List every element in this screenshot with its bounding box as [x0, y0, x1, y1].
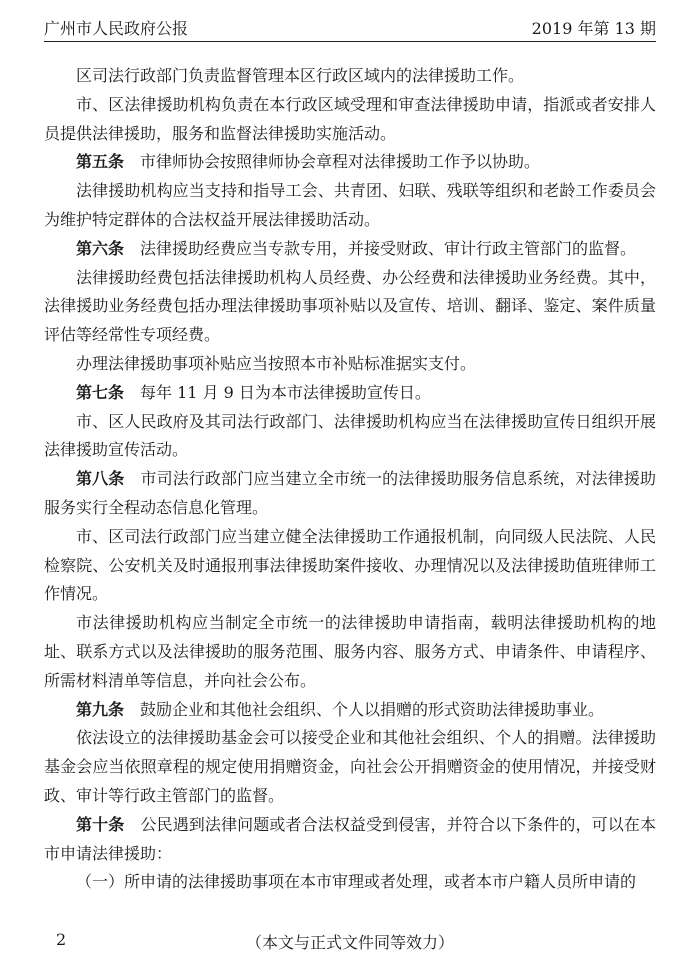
paragraph: [44, 523, 656, 609]
document-body: [44, 62, 656, 897]
paragraph: [44, 264, 656, 350]
paragraph-text: 每年 11 月 9 日为本市法律援助宣传日。: [140, 382, 431, 402]
publication-title: 广州市人民政府公报: [44, 18, 189, 38]
paragraph-text: 法律援助机构应当支持和指导工会、共青团、妇联、残联等组织和老龄工作委员会为维护特定群体的合法权益开展法律援助活动。: [44, 181, 656, 229]
paragraph-article-6: [44, 235, 656, 264]
paragraph-text: 依法设立的法律援助基金会可以接受企业和其他社会组织、个人的捐赠。法律援助基金会应当依照章程的规定使用捐赠资金，向社会公开捐赠资金的使用情况，并接受财政、审计等行政主管部门的监督。: [44, 728, 656, 805]
article-number: 第八条: [76, 469, 125, 489]
article-number: 第七条: [76, 382, 125, 402]
paragraph: [44, 724, 656, 810]
paragraph: [44, 868, 656, 897]
paragraph-text: 公民遇到法律问题或者合法权益受到侵害，并符合以下条件的，可以在本市申请法律援助：: [44, 814, 656, 863]
paragraph-text: 市、区人民政府及其司法行政部门、法律援助机构应当在法律援助宣传日组织开展法律援助宣传活动。: [44, 411, 656, 460]
paragraph: [44, 177, 656, 235]
paragraph: [44, 350, 656, 379]
article-number: 第六条: [76, 238, 125, 258]
paragraph-text: 市、区法律援助机构负责在本行政区域受理和审查法律援助申请，指派或者安排人员提供法律援助，服务和监督法律援助实施活动。: [44, 94, 656, 143]
paragraph-text: 办理法律援助事项补贴应当按照本市补贴标准据实支付。: [76, 353, 477, 373]
validity-note: （本文与正式文件同等效力）: [245, 933, 454, 952]
paragraph-article-8: [44, 465, 656, 523]
paragraph: [44, 62, 656, 91]
paragraph-article-10: [44, 811, 656, 869]
paragraph-text: 市、区司法行政部门应当建立健全法律援助工作通报机制，向同级人民法院、人民检察院、公安机关及时通报刑事法律援助案件接收、办理情况以及法律援助值班律师工作情况。: [44, 526, 656, 604]
article-number: 第九条: [76, 699, 125, 719]
paragraph-text: 市司法行政部门应当建立全市统一的法律援助服务信息系统，对法律援助服务实行全程动态信息化管理。: [44, 469, 656, 517]
paragraph: [44, 609, 656, 695]
page-number: 2: [56, 930, 67, 949]
paragraph-text: 法律援助经费包括法律援助机构人员经费、办公经费和法律援助业务经费。其中，法律援助业务经费包括办理法律援助事项补贴以及宣传、培训、翻译、鉴定、案件质量评估等经常性专项经费。: [44, 267, 656, 345]
paragraph-text: 市法律援助机构应当制定全市统一的法律援助申请指南，载明法律援助机构的地址、联系方式以及法律援助的服务范围、服务内容、服务方式、申请条件、申请程序、所需材料清单等信息，并向社会公布。: [44, 613, 656, 690]
paragraph-article-9: [44, 696, 656, 725]
paragraph-text: 市律师协会按照律师协会章程对法律援助工作予以协助。: [140, 152, 541, 172]
paragraph-text: 鼓励企业和其他社会组织、个人以捐赠的形式资助法律援助事业。: [140, 699, 605, 719]
page-header: [44, 14, 656, 40]
paragraph-article-7: [44, 379, 656, 408]
issue-number: 2019 年第 13 期: [531, 18, 656, 38]
paragraph: [44, 408, 656, 466]
paragraph-text: （一）所申请的法律援助事项在本市审理或者处理，或者本市户籍人员所申请的: [76, 872, 637, 892]
paragraph-article-5: [44, 148, 656, 177]
paragraph-text: 区司法行政部门负责监督管理本区行政区域内的法律援助工作。: [76, 66, 525, 85]
paragraph-text: 法律援助经费应当专款专用，并接受财政、审计行政主管部门的监督。: [140, 238, 637, 258]
header-divider: [44, 41, 656, 42]
article-number: 第五条: [76, 152, 125, 172]
article-number: 第十条: [76, 814, 125, 834]
paragraph: [44, 91, 656, 149]
